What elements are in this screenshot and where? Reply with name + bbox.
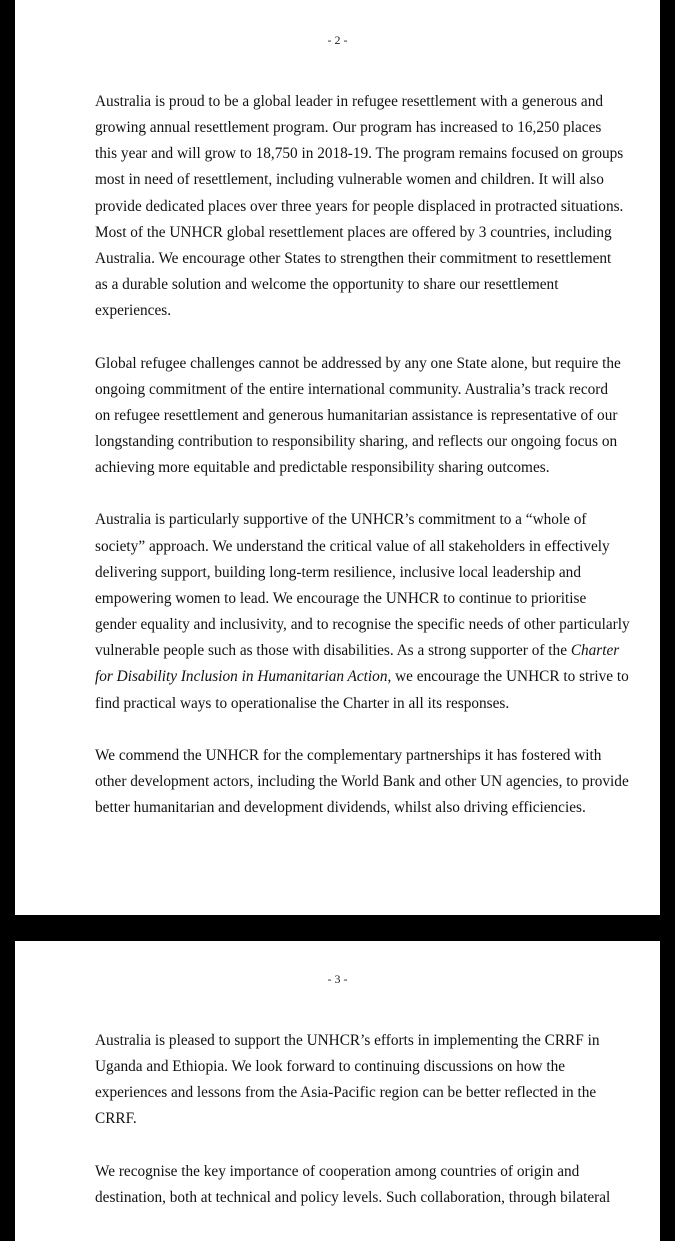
text-line: Global refugee challenges cannot be addressed by any one State alone, but require the xyxy=(95,354,621,372)
text-line: CRRF. xyxy=(95,1110,137,1128)
text-line: empowering women to lead. We encourage the UNHCR to continue to prioritise xyxy=(95,589,587,607)
document-page-3 xyxy=(15,941,660,1241)
text-line xyxy=(95,664,643,690)
text-line: growing annual resettlement program. Our program has increased to 16,250 places xyxy=(95,119,602,137)
paragraph-partnerships xyxy=(95,743,643,821)
charter-title-italic: Charter xyxy=(570,642,620,660)
text-line: provide dedicated places over three years for people displaced in protracted situations. xyxy=(95,197,624,215)
text-line: Australia is pleased to support the UNHCR’s efforts in implementing the CRRF in xyxy=(95,1032,600,1049)
paragraph-cooperation xyxy=(95,1159,643,1211)
text-line: other development actors, including the World Bank and other UN agencies, to provide xyxy=(95,773,629,791)
text-line: on refugee resettlement and generous humanitarian assistance is representative of our xyxy=(95,406,618,424)
text-line: find practical ways to operationalise the Charter in all its responses. xyxy=(95,694,510,712)
text-line: this year and will grow to 18,750 in 2018-19. The program remains focused on groups xyxy=(95,145,624,163)
text-line: society” approach. We understand the critical value of all stakeholders in effectively xyxy=(95,537,610,555)
paragraph-resettlement xyxy=(95,89,643,324)
text-line: longstanding contribution to responsibility sharing, and reflects our ongoing focus on xyxy=(95,433,618,451)
paragraph-responsibility-sharing xyxy=(95,351,643,482)
paragraph-crrf xyxy=(95,1028,643,1133)
paragraph-whole-of-society xyxy=(95,507,643,716)
text-line: delivering support, building long-term resilience, inclusive local leadership and xyxy=(95,563,581,581)
text-run: , we encourage the UNHCR to strive to xyxy=(387,668,629,686)
page-body xyxy=(95,1028,643,1237)
text-line: Australia is proud to be a global leader in refugee resettlement with a generous and xyxy=(95,93,604,110)
text-line: Australia. We encourage other States to strengthen their commitment to resettlement xyxy=(95,249,612,267)
text-line: most in need of resettlement, including vulnerable women and children. It will also xyxy=(95,171,604,189)
text-line: better humanitarian and development dividends, whilst also driving efficiencies. xyxy=(95,799,586,817)
text-line: as a durable solution and welcome the opportunity to share our resettlement xyxy=(95,276,559,294)
charter-title-italic: for Disability Inclusion in Humanitarian Action xyxy=(95,668,388,686)
text-line: achieving more equitable and predictable responsibility sharing outcomes. xyxy=(95,459,550,477)
page-number: - 2 - xyxy=(327,33,348,47)
text-line: We commend the UNHCR for the complementary partnerships it has fostered with xyxy=(95,746,602,764)
document-page-2 xyxy=(15,0,660,915)
text-line: We recognise the key importance of cooperation among countries of origin and xyxy=(95,1162,580,1180)
text-line: Australia is particularly supportive of the UNHCR’s commitment to a “whole of xyxy=(95,511,587,529)
text-line: ongoing commitment of the entire international community. Australia’s track record xyxy=(95,380,609,398)
text-line: experiences and lessons from the Asia-Pacific region can be better reflected in the xyxy=(95,1084,597,1102)
text-line: experiences. xyxy=(95,302,172,320)
text-line: destination, both at technical and policy levels. Such collaboration, through bilateral xyxy=(95,1188,611,1206)
text-run: vulnerable people such as those with disabilities. As a strong supporter of the xyxy=(95,642,571,660)
text-line xyxy=(95,638,643,664)
text-line: Uganda and Ethiopia. We look forward to continuing discussions on how the xyxy=(95,1058,566,1076)
text-line: gender equality and inclusivity, and to recognise the specific needs of other particularly xyxy=(95,616,630,634)
page-number: - 3 - xyxy=(327,972,348,986)
text-line: Most of the UNHCR global resettlement places are offered by 3 countries, including xyxy=(95,223,612,241)
page-body xyxy=(95,89,643,847)
